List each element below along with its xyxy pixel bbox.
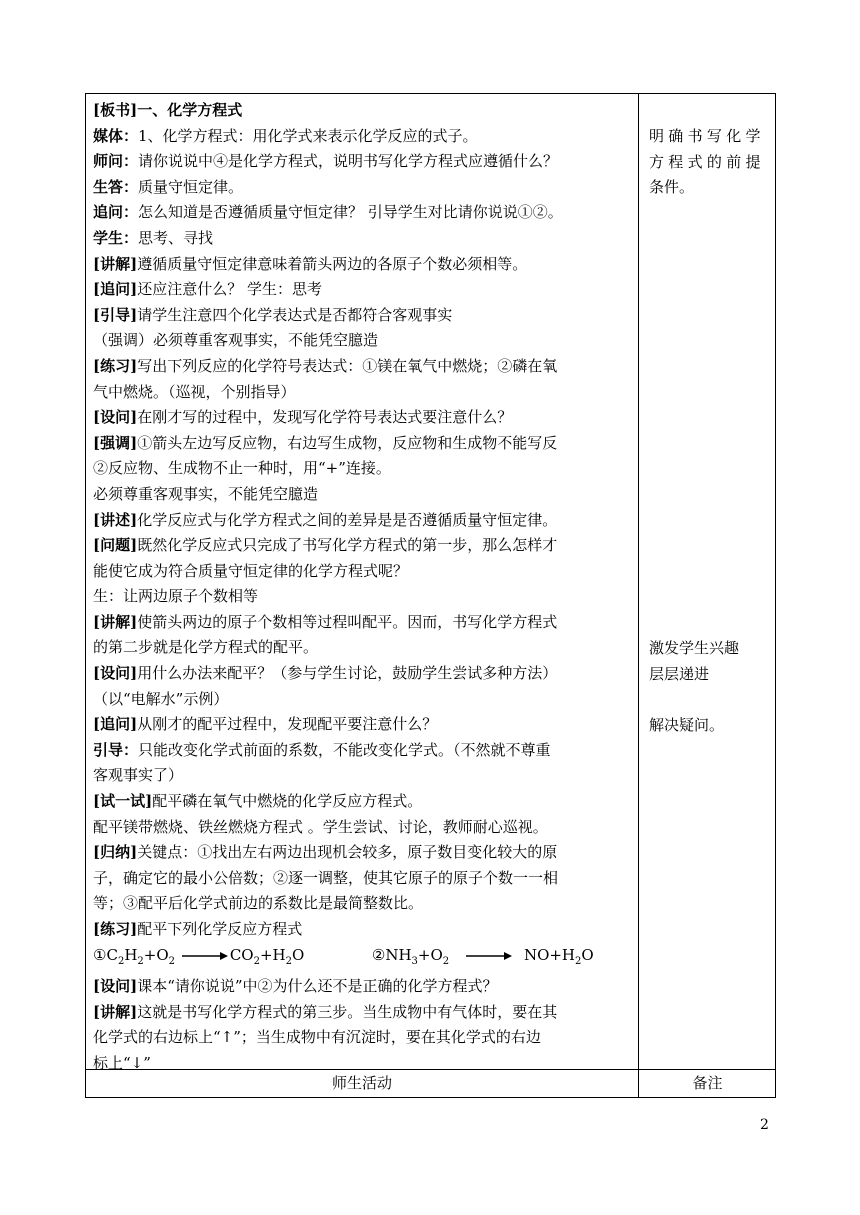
text-line [93,431,631,457]
line-text: （以“电解水”示例） [93,689,229,708]
line-text: 使箭头两边的原子个数相等过程叫配平。因而，书写化学方程式 [137,612,558,631]
line-text: 既然化学反应式只完成了书写化学方程式的第一步，那么怎样才 [137,536,558,555]
line-text: 客观事实了） [93,766,184,785]
line-text: 课本“请你说说”中②为什么还不是正确的化学方程式？ [137,977,498,996]
lesson-table [85,93,776,1098]
text-line [93,277,631,303]
line-text: 关键点：①找出左右两边出现机会较多，原子数目变化较大的原 [137,843,558,862]
line-text: 从刚才的配平过程中，发现配平要注意什么？ [137,715,438,734]
reaction-arrow-icon [466,951,512,961]
line-text: （强调）必须尊重客观事实，不能凭空臆造 [93,331,379,350]
line-text: 这就是书写化学方程式的第三步。当生成物中有气体时，要在其 [137,1002,558,1021]
text-line [93,610,631,636]
line-tag: [设问] [93,977,138,996]
line-tag: 生答： [93,177,139,196]
line-tag: [追问] [93,280,138,299]
line-text: 子，确定它的最小公倍数；②逐一调整，使其它原子的原子个数一一相 [93,868,559,887]
line-tag: [归纳] [93,843,138,862]
line-text: 的第二步就是化学方程式的配平。 [93,638,319,657]
text-line [93,559,631,585]
line-tag: 追问： [93,203,139,222]
text-line [93,482,631,508]
line-text: 生：让两边原子个数相等 [93,587,259,606]
text-line [93,98,631,124]
text-line [93,840,631,866]
text-line [93,303,631,329]
line-text: 质量守恒定律。 [138,177,244,196]
text-line [93,815,631,841]
line-text: 1、化学方程式：用化学式来表示化学反应的式子。 [138,126,478,145]
text-line [93,712,631,738]
line-text: 能使它成为符合质量守恒定律的化学方程式呢？ [93,561,409,580]
text-line [93,661,631,687]
text-line [93,226,631,252]
line-text: 怎么知道是否遵循质量守恒定律？ 引导学生对比请你说说①②。 [138,203,563,222]
line-text: 化学反应式与化学方程式之间的差异是是否遵循质量守恒定律。 [137,510,558,529]
line-tag: 学生： [93,228,139,247]
line-text: 气中燃烧。（巡视，个别指导） [93,382,296,401]
line-tag: 引导： [93,740,139,759]
line-tag: [练习] [93,920,138,938]
line-tag: [练习] [93,356,138,375]
text-line [93,508,631,534]
line-text: 配平磷在氧气中燃烧的化学反应方程式。 [152,792,423,811]
line-tag: [板书] [93,101,138,119]
text-line [93,456,631,482]
line-text: 标上“↓” [93,1053,151,1072]
line-tag: [追问] [93,715,138,734]
text-line [93,328,631,354]
text-line [93,974,631,1000]
footer-activity-label: 师生活动 [331,1074,392,1092]
activity-column [93,98,631,1077]
line-tag: [讲解] [93,612,138,631]
text-line [93,380,631,406]
line-text: 配平镁带燃烧、铁丝燃烧方程式 。学生尝试、讨论，教师耐心巡视。 [93,817,548,836]
line-text: 配平下列化学反应方程式 [137,920,303,938]
line-tag: [引导] [93,305,138,324]
activity-rows [93,98,631,943]
text-line [93,866,631,892]
reaction-arrow-icon [182,951,228,961]
text-line [93,584,631,610]
line-text: 一、化学方程式 [137,101,243,119]
line-text: 请学生注意四个化学表达式是否都符合客观事实 [137,305,453,324]
line-text: ②反应物、生成物不止一种时，用“+”连接。 [93,459,391,478]
text-line [93,252,631,278]
line-tag: [设问] [93,408,138,427]
text-line [93,149,631,175]
line-tag: [讲解] [93,254,138,273]
equation-line: $①C_2H_2+O_2$ $CO_2+H_2O$ $②NH_3+O_2$ $NO+H_2O$ [93,945,594,967]
line-tag: 媒体： [93,126,139,145]
line-tag: [讲解] [93,1002,138,1021]
line-text: ①箭头左边写反应物，右边写生成物，反应物和生成物不能写反 [137,433,558,452]
line-text: 只能改变化学式前面的系数，不能改变化学式。（不然就不尊重 [138,740,551,759]
line-text: 必须尊重客观事实，不能凭空臆造 [93,484,319,503]
text-line [93,200,631,226]
line-tag: [讲述] [93,510,138,529]
line-text: 遵循质量守恒定律意味着箭头两边的各原子个数必须相等。 [137,254,528,273]
text-line [93,891,631,917]
text-line [93,533,631,559]
text-line [93,405,631,431]
line-text: 在刚才写的过程中，发现写化学符号表达式要注意什么？ [137,408,513,427]
line-tag: [设问] [93,664,138,683]
text-line [93,354,631,380]
line-text: 化学式的右边标上“↑”；当生成物中有沉淀时，要在其化学式的右边 [93,1028,541,1047]
line-tag: 师问： [93,152,139,171]
line-text: 等；③配平后化学式前边的系数比是最简整数比。 [93,894,424,913]
line-text: 写出下列反应的化学符号表达式：①镁在氧气中燃烧；②磷在氧 [137,356,558,375]
remark-3: 解决疑问。 [649,716,725,734]
remark-2: 激发学生兴趣 层层递进 [649,639,740,683]
line-tag: [强调] [93,433,138,452]
line-text: 还应注意什么？ 学生：思考 [137,280,322,299]
activity-rows-2 [93,974,631,1076]
text-line [93,635,631,661]
text-line [93,738,631,764]
text-line [93,687,631,713]
page-number: 2 [760,1117,769,1133]
text-line [93,1000,631,1026]
text-line [93,789,631,815]
line-text: 思考、寻找 [138,228,214,247]
line-text: 请你说说中④是化学方程式，说明书写化学方程式应遵循什么？ [138,152,559,171]
footer-remark-label: 备注 [692,1074,723,1092]
text-line [93,124,631,150]
text-line [93,175,631,201]
line-tag: [问题] [93,536,138,555]
line-text: 用什么办法来配平？（参与学生讨论，鼓励学生尝试多种方法） [137,664,558,683]
remark-1: 明确书写化学 方程式的前提 条件。 [649,127,765,197]
text-line [93,917,631,943]
text-line [93,1025,631,1051]
text-line [93,763,631,789]
column-divider [638,94,639,1098]
line-tag: [试一试] [93,792,153,811]
